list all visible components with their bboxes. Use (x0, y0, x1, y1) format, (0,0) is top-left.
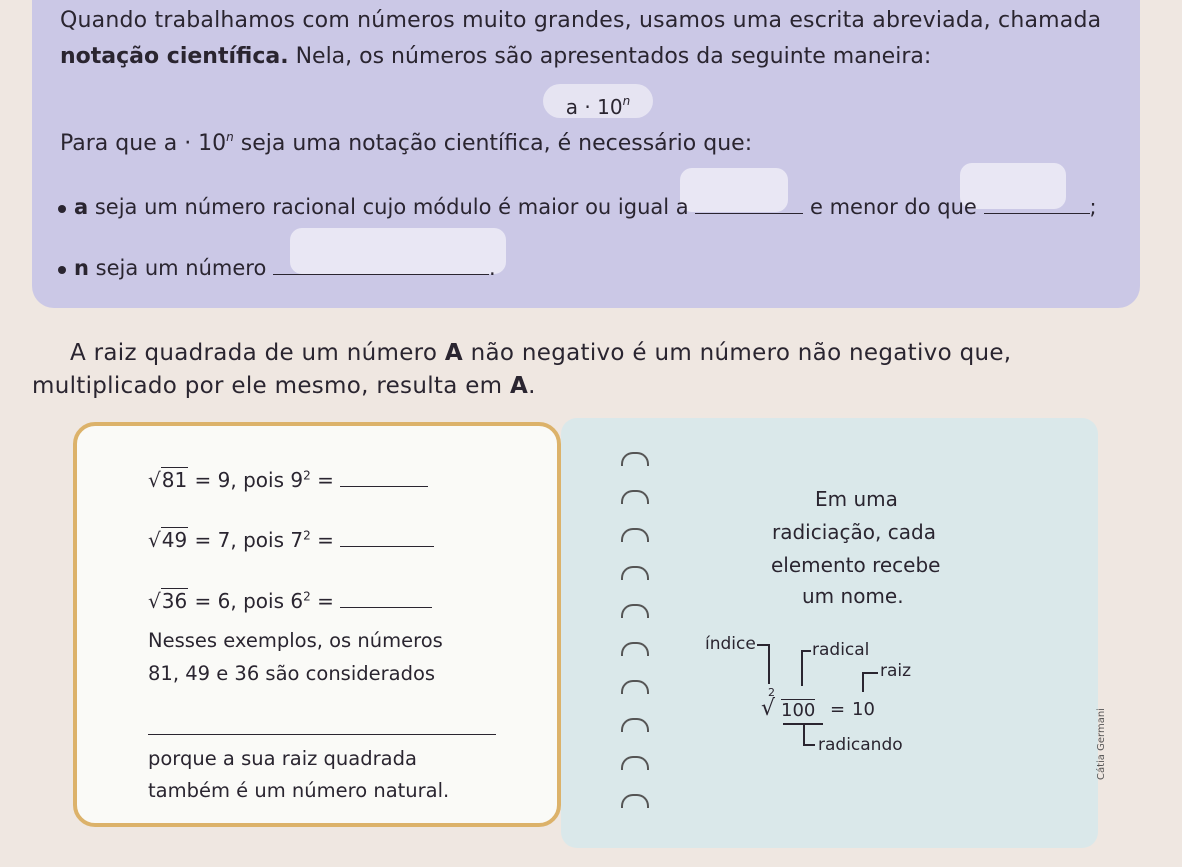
condition-a-text: seja um número racional cujo módulo é maior ou igual a (88, 195, 696, 219)
ring (621, 566, 649, 580)
blank-7-squared[interactable] (340, 528, 434, 547)
ring (621, 452, 649, 466)
def-2-end: . (528, 373, 536, 399)
radical-line-v (801, 650, 803, 686)
radicando-line-v (803, 723, 805, 745)
ex2-text: = 7, pois 7 (188, 528, 304, 552)
raiz-line-h (862, 672, 878, 674)
blank-min[interactable] (695, 195, 803, 214)
ex1-eq: = (310, 468, 341, 492)
label-radicando: radicando (818, 735, 903, 755)
condition-intro-b: seja uma notação científica, é necessário que: (233, 131, 753, 156)
ring (621, 528, 649, 542)
radical-line-h (801, 650, 811, 652)
ex2-exp: 2 (303, 528, 311, 543)
left-text-4: também é um número natural. (148, 779, 450, 802)
radicand-81: 81 (161, 468, 188, 492)
ring (621, 718, 649, 732)
ring (621, 680, 649, 694)
var-a: a (74, 195, 89, 219)
ring (621, 642, 649, 656)
ex1-text: = 9, pois 9 (188, 468, 304, 492)
example-sqrt-81 (148, 468, 428, 492)
notebook-panel (561, 418, 1098, 848)
ring (621, 604, 649, 618)
var-n: n (74, 256, 89, 280)
condition-a-text-2: e menor do que (803, 195, 984, 219)
notebook-line-4: um nome. (802, 584, 904, 608)
ex1-exp: 2 (303, 468, 311, 483)
intro-line-2 (60, 44, 931, 69)
radicand: 100 (781, 700, 816, 721)
label-radical: radical (812, 640, 870, 660)
ex2-eq: = (310, 528, 341, 552)
condition-a-end: ; (1089, 195, 1097, 219)
intro-line-2-rest: Nela, os números são apresentados da seguinte maneira: (288, 44, 932, 69)
ex3-exp: 2 (303, 589, 311, 604)
condition-intro-exp: n (226, 130, 234, 144)
radical-sign-icon: √ (761, 696, 776, 721)
def-var-A-2: A (510, 373, 529, 399)
blank-classification[interactable] (148, 716, 496, 735)
intro-line-1: Quando trabalhamos com números muito grandes, usamos uma escrita abreviada, chamada (60, 8, 1102, 33)
blank-9-squared[interactable] (340, 468, 428, 487)
blank-6-squared[interactable] (340, 589, 432, 608)
sqrt-symbol-icon: √ (148, 528, 161, 552)
def-2a: multiplicado por ele mesmo, resulta em (32, 373, 510, 399)
condition-intro-a: Para que a · 10 (60, 131, 227, 156)
notebook-line-3: elemento recebe (771, 553, 941, 577)
radicand-36: 36 (161, 589, 188, 613)
example-sqrt-49 (148, 528, 434, 552)
formula-pill (543, 84, 653, 118)
def-1a: A raiz quadrada de um número (70, 340, 445, 366)
ring (621, 490, 649, 504)
diagram-equals: = (830, 699, 846, 720)
square-root-def-1 (70, 340, 1011, 366)
condition-n-text: seja um número (88, 256, 274, 280)
sqrt-symbol-icon: √ (148, 589, 161, 613)
bullet-dot-1 (58, 205, 66, 213)
def-var-A-1: A (444, 340, 464, 366)
square-root-def-2 (32, 373, 536, 399)
ring (621, 756, 649, 770)
sqrt-symbol-icon: √ (148, 468, 161, 492)
label-raiz: raiz (880, 661, 912, 681)
formula-base: a · 10 (565, 95, 623, 119)
term-scientific-notation: notação científica. (60, 44, 289, 69)
blank-max[interactable] (984, 195, 1090, 214)
ring (621, 794, 649, 808)
blank-number-type[interactable] (273, 256, 489, 275)
label-indice: índice (705, 634, 756, 654)
illustrator-credit: Cátia Germani (1096, 708, 1107, 780)
example-sqrt-36 (148, 589, 432, 613)
condition-intro (60, 130, 752, 156)
ex3-text: = 6, pois 6 (188, 589, 304, 613)
condition-n-end: . (489, 256, 496, 280)
diagram-root: 10 (852, 699, 875, 720)
radicand-49: 49 (161, 528, 188, 552)
radicando-line-h (803, 744, 815, 746)
ex3-eq: = (310, 589, 341, 613)
indice-line-v (768, 644, 770, 684)
condition-a (74, 195, 1097, 219)
formula-exponent: n (622, 94, 631, 108)
notebook-line-2: radiciação, cada (772, 520, 936, 544)
def-1b: não negativo é um número não negativo que, (463, 340, 1012, 366)
raiz-line-v (862, 672, 864, 692)
radical-index: 2 (768, 686, 775, 699)
left-text-1: Nesses exemplos, os números (148, 629, 443, 652)
left-text-3: porque a sua raiz quadrada (148, 747, 417, 770)
left-text-2: 81, 49 e 36 são considerados (148, 662, 436, 685)
notebook-line-1: Em uma (815, 487, 898, 511)
condition-n (74, 256, 496, 280)
bullet-dot-2 (58, 266, 66, 274)
